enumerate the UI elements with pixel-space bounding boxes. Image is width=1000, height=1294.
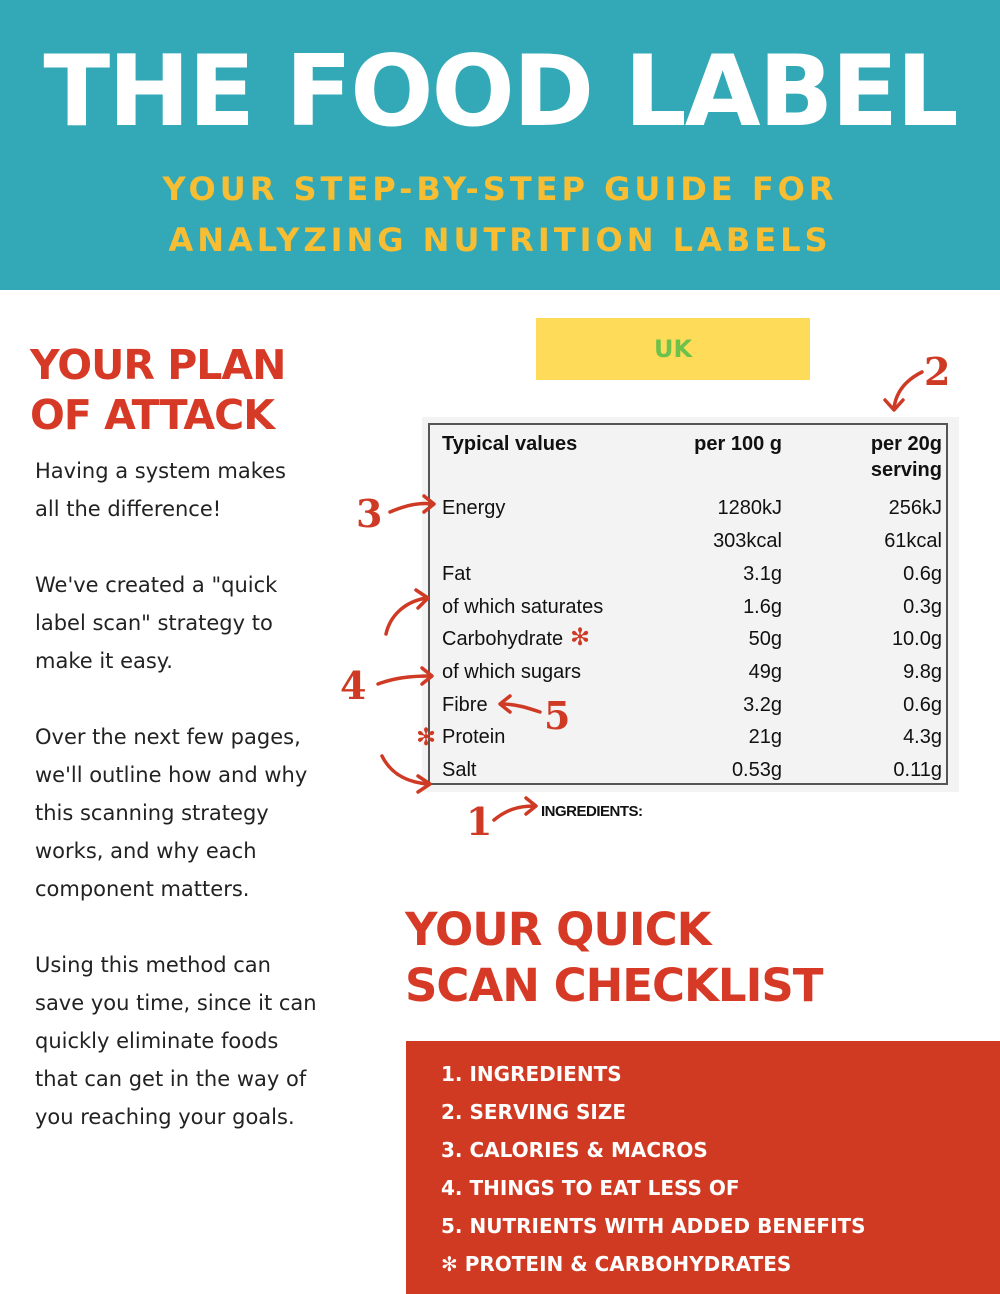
nutrition-header-serving-line-1: per 20g: [870, 433, 942, 455]
plan-text-line: this scanning strategy: [35, 801, 269, 825]
nutrient-label: Protein: [442, 726, 506, 748]
nutrient-serving: 4.3g: [903, 726, 942, 748]
plan-heading-line-2: OF ATTACK: [30, 391, 274, 439]
plan-text-line: you reaching your goals.: [35, 1105, 295, 1129]
plan-text-line: all the difference!: [35, 497, 222, 521]
nutrient-serving: 61kcal: [884, 530, 942, 552]
plan-text-line: that can get in the way of: [35, 1067, 307, 1091]
checklist-item: 1. INGREDIENTS: [441, 1062, 622, 1086]
nutrient-label: of which sugars: [442, 661, 581, 683]
subtitle-line-2: ANALYZING NUTRITION LABELS: [168, 221, 832, 259]
plan-text-line: Over the next few pages,: [35, 725, 301, 749]
nutrient-serving: 0.6g: [903, 563, 942, 585]
nutrient-label: Carbohydrate: [442, 628, 564, 650]
nutrition-header-per100: per 100 g: [694, 433, 782, 455]
plan-text-line: Using this method can: [35, 953, 271, 977]
ingredients-label: INGREDIENTS:: [541, 803, 643, 820]
plan-text-line: make it easy.: [35, 649, 173, 673]
nutrient-per100: 49g: [748, 661, 782, 683]
region-label: UK: [653, 335, 693, 363]
nutrient-per100: 3.1g: [743, 563, 782, 585]
checklist-heading-line-2: SCAN CHECKLIST: [405, 959, 823, 1012]
asterisk-protein-icon: ✻: [416, 723, 437, 751]
nutrition-header-label: Typical values: [442, 433, 578, 455]
nutrient-per100: 1.6g: [743, 596, 782, 618]
nutrient-per100: 21g: [748, 726, 782, 748]
callout-number-1: 1: [466, 799, 493, 844]
plan-text-line: quickly eliminate foods: [35, 1029, 279, 1053]
checklist-item: ✻ PROTEIN & CARBOHYDRATES: [441, 1252, 792, 1276]
nutrient-label: of which saturates: [442, 596, 604, 618]
nutrient-serving: 0.3g: [903, 596, 942, 618]
nutrient-serving: 256kJ: [888, 497, 942, 519]
nutrient-per100: 3.2g: [743, 694, 782, 716]
plan-text-line: Having a system makes: [35, 459, 286, 483]
checklist-item: 5. NUTRIENTS WITH ADDED BENEFITS: [441, 1214, 866, 1238]
checklist-item: 3. CALORIES & MACROS: [441, 1138, 708, 1162]
nutrient-serving: 0.11g: [893, 759, 942, 781]
callout-number-5: 5: [544, 693, 571, 738]
nutrient-label: Salt: [442, 759, 477, 781]
asterisk-carbohydrate-icon: ✻: [570, 623, 591, 651]
plan-text-line: We've created a "quick: [35, 573, 278, 597]
plan-heading-line-1: YOUR PLAN: [30, 341, 286, 389]
nutrient-per100: 1280kJ: [717, 497, 782, 519]
plan-text-line: we'll outline how and why: [35, 763, 308, 787]
subtitle-line-1: YOUR STEP-BY-STEP GUIDE FOR: [162, 170, 838, 208]
nutrient-serving: 0.6g: [903, 694, 942, 716]
arrow-2: [894, 372, 922, 408]
plan-text-line: component matters.: [35, 877, 250, 901]
callout-number-4: 4: [340, 663, 367, 708]
nutrient-label: Fat: [442, 563, 471, 585]
nutrient-serving: 10.0g: [891, 628, 942, 650]
nutrient-label: Fibre: [442, 694, 488, 716]
nutrient-per100: 303kcal: [713, 530, 782, 552]
checklist-heading: [405, 902, 822, 1014]
plan-text-line: save you time, since it can: [35, 991, 317, 1015]
arrow-saturates: [386, 598, 426, 634]
page-title: THE FOOD LABEL: [43, 35, 957, 149]
nutrient-serving: 9.8g: [903, 661, 942, 683]
callout-number-2: 2: [924, 349, 951, 394]
callout-number-3: 3: [356, 491, 383, 536]
nutrient-per100: 0.53g: [731, 759, 782, 781]
checklist-item: 2. SERVING SIZE: [441, 1100, 626, 1124]
plan-text-line: works, and why each: [35, 839, 257, 863]
checklist-item: 4. THINGS TO EAT LESS OF: [441, 1176, 740, 1200]
nutrient-label: Energy: [442, 497, 506, 519]
checklist-heading-line-1: YOUR QUICK: [405, 903, 711, 956]
nutrition-header-serving-line-2: serving: [870, 459, 942, 481]
nutrient-per100: 50g: [748, 628, 782, 650]
plan-text-line: label scan" strategy to: [35, 611, 273, 635]
